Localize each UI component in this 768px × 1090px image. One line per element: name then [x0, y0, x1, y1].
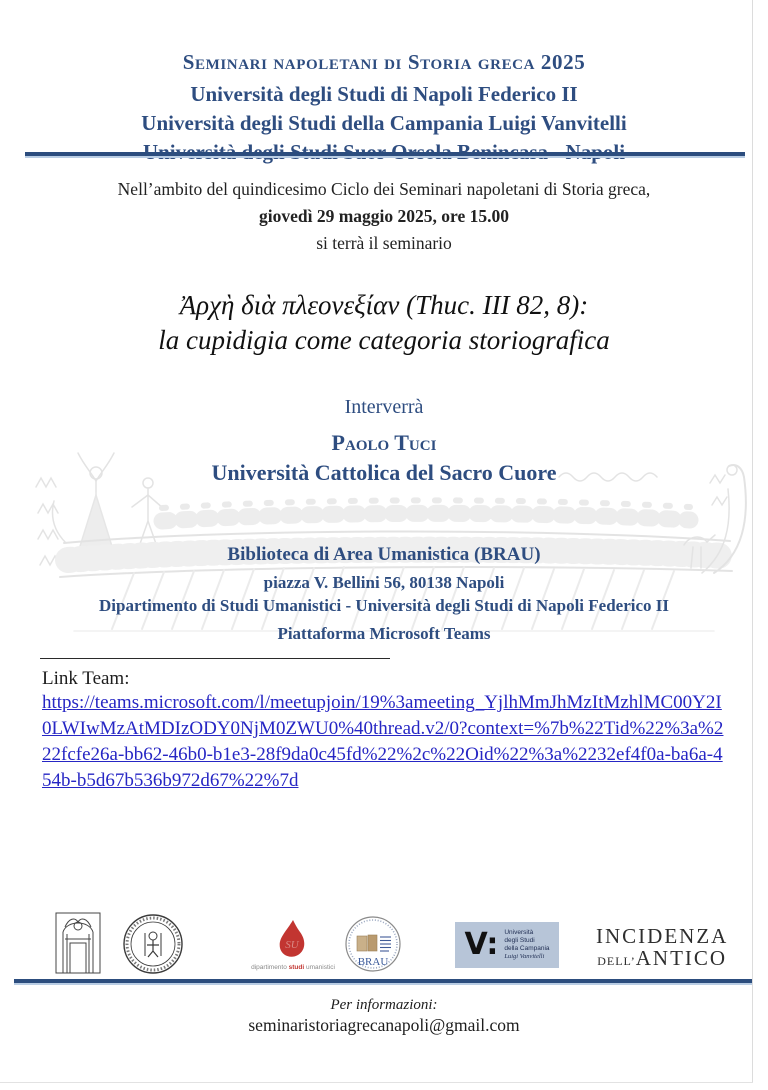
incidenza-antico: ANTICO [635, 946, 728, 970]
seminar-title-greek: Ἀρχὴ διὰ πλεονεξίαν (Thuc. III 82, 8): [179, 290, 589, 320]
vanvitelli-line-4: Luigi Vanvitelli [504, 953, 545, 960]
venue-address: piazza V. Bellini 56, 80138 Napoli [263, 573, 505, 592]
vanvitelli-line-1: Università [504, 929, 534, 936]
intro-line-3: si terrà il seminario [316, 233, 452, 253]
university-name-federico-ii: Università degli Studi di Napoli Federico II [190, 82, 578, 106]
speaker-name: Paolo Tuci [331, 430, 437, 455]
speaker-affiliation: Università Cattolica del Sacro Cuore [211, 460, 557, 485]
dsu-caption [238, 964, 348, 971]
university-name-vanvitelli: Università degli Studi della Campania Luigi Vanvitelli [141, 111, 627, 135]
venue-department: Dipartimento di Studi Umanistici - Università degli Studi di Napoli Federico II [99, 596, 669, 615]
header-rule [25, 152, 745, 156]
intro-date-time: giovedì 29 maggio 2025, ore 15.00 [258, 206, 509, 226]
seminar-title-italian: la cupidigia come categoria storiografica [158, 325, 610, 355]
vanvitelli-v-mark: V: [464, 927, 499, 962]
dsu-drop-icon [276, 918, 310, 958]
vanvitelli-text [504, 929, 549, 961]
vanvitelli-line-2: degli Studi [504, 937, 535, 944]
vanvitelli-line-3: della Campania [504, 945, 550, 952]
dsu-caption-part3: umanistici [304, 964, 335, 971]
footer-rule [14, 979, 753, 983]
intro-line-1: Nell’ambito del quindicesimo Ciclo dei Seminari napoletani di Storia greca, [117, 179, 651, 199]
federico-ii-seal-logo [122, 913, 184, 975]
brau-wordmark: BRAU [357, 956, 389, 968]
link-divider [40, 658, 390, 659]
teams-link-wrapper [42, 690, 730, 794]
dsu-caption-part2: studi [288, 964, 305, 971]
contact-email: seminaristoriagrecanapoli@gmail.com [248, 1015, 520, 1035]
incidenza-line-2 [596, 946, 728, 971]
seminar-series-title: Seminari napoletani di Storia greca 2025 [182, 50, 586, 74]
logos-row [0, 912, 768, 978]
dsu-logo [238, 918, 348, 971]
info-label: Per informazioni: [330, 997, 438, 1013]
intro-block [0, 176, 768, 257]
venue-details [0, 571, 768, 617]
vanvitelli-logo [455, 922, 559, 968]
venue-name: Biblioteca di Area Umanistica (BRAU) [227, 544, 541, 565]
incidenza-dellantico-logo [596, 926, 728, 971]
speaker-intro: Interverrà [344, 396, 424, 418]
platform-label: Piattaforma Microsoft Teams [277, 624, 491, 643]
link-label: Link Team: [42, 668, 130, 689]
teams-link[interactable]: https://teams.microsoft.com/l/meetupjoin/19%3ameeting_YjlhMmJhMzItMzhlMC00Y2I0LWIwMzAtMDIzODY0NjM0ZWU0%40thread.v2/0?context=%7b%22Tid%22%3a%222fcfe26a-bb62-46b0-b1e3-28f9da0c45fd%22%2c%22Oid%22%3a%2232ef4f0a-ba6a-454b-b5d67b536b972d67%22%7d [42, 692, 724, 791]
dsu-caption-part1: dipartimento [251, 964, 289, 971]
page-edge-right [752, 0, 753, 1083]
page-edge-bottom [0, 1082, 753, 1083]
seminar-title [0, 288, 768, 358]
incidenza-line-1: INCIDENZA [596, 924, 729, 948]
brau-logo [344, 915, 402, 973]
suor-orsola-portal-logo [55, 912, 101, 974]
svg-text:SU: SU [285, 939, 299, 951]
incidenza-dell: DELL’ [597, 954, 636, 968]
